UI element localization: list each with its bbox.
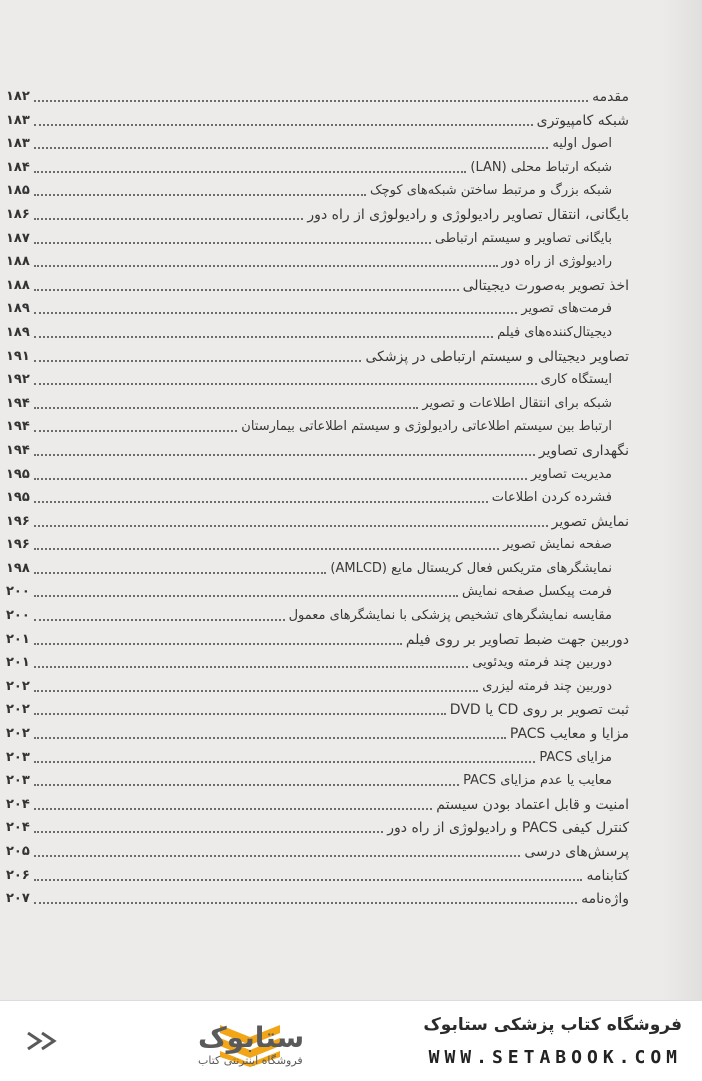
toc-entry-page: ۲۰۰ bbox=[6, 584, 30, 600]
toc-entry-page: ۱۸۶ bbox=[6, 206, 30, 222]
toc-leader-dots bbox=[34, 234, 431, 244]
toc-entry-title: دوربین جهت ضبط تصاویر بر روی فیلم bbox=[405, 631, 629, 648]
toc-entry-title: صفحه نمایش تصویر bbox=[503, 537, 612, 553]
toc-entry bbox=[0, 747, 702, 771]
toc-entry bbox=[0, 464, 702, 488]
toc-entry-page: ۲۰۰ bbox=[6, 608, 30, 624]
toc-entry-page: ۱۹۲ bbox=[6, 372, 30, 388]
toc-entry-page: ۲۰۶ bbox=[6, 867, 30, 883]
toc-entry-title: مقایسه نمایشگرهای تشخیص پزشکی با نمایشگرهای معمول bbox=[288, 608, 612, 624]
toc-leader-dots bbox=[34, 611, 285, 621]
toc-leader-dots bbox=[34, 540, 499, 550]
toc-entry-title: اصول اولیه bbox=[552, 136, 612, 152]
toc-leader-dots bbox=[34, 257, 498, 267]
toc-entry-page: ۱۸۷ bbox=[6, 230, 30, 246]
toc-leader-dots bbox=[34, 399, 418, 409]
toc-entry bbox=[0, 817, 702, 841]
toc-entry-title: دوربین چند فرمته ویدئویی bbox=[472, 655, 612, 671]
toc-entry-title: ایستگاه کاری bbox=[540, 372, 612, 388]
toc-entry bbox=[0, 487, 702, 511]
toc-entry-page: ۲۰۳ bbox=[6, 773, 30, 789]
toc-entry-page: ۲۰۱ bbox=[6, 655, 30, 671]
toc-entry bbox=[0, 346, 702, 370]
toc-leader-dots bbox=[34, 776, 459, 786]
toc-entry bbox=[0, 841, 702, 865]
toc-leader-dots bbox=[34, 375, 537, 385]
toc-entry bbox=[0, 629, 702, 653]
toc-entry-page: ۲۰۵ bbox=[6, 844, 30, 859]
toc-leader-dots bbox=[34, 304, 517, 314]
store-url: WWW.SETABOOK.COM bbox=[428, 1047, 682, 1068]
toc-leader-dots bbox=[34, 753, 535, 763]
store-name: فروشگاه کتاب پزشکی ستابوک bbox=[423, 1015, 682, 1035]
toc-leader-dots bbox=[34, 894, 577, 904]
toc-entry bbox=[0, 865, 702, 889]
toc-leader-dots bbox=[34, 328, 493, 338]
toc-leader-dots bbox=[34, 422, 237, 432]
toc-entry-page: ۲۰۷ bbox=[6, 891, 30, 907]
toc-entry bbox=[0, 581, 702, 605]
toc-entry-title: بایگانی، انتقال تصاویر رادیولوژی و رادیولوژی از راه دور bbox=[307, 206, 629, 223]
toc-entry-title: شبکه ارتباط محلی (LAN) bbox=[470, 159, 612, 175]
toc-entry-page: ۱۸۸ bbox=[6, 254, 30, 270]
toc-entry-title: شبکه بزرگ و مرتبط ساختن شبکه‌های کوچک bbox=[370, 183, 612, 199]
toc-entry-title: دیجیتال‌کننده‌های فیلم bbox=[497, 324, 612, 340]
toc-leader-dots bbox=[34, 635, 402, 645]
toc-entry bbox=[0, 180, 702, 204]
toc-entry-page: ۱۹۶ bbox=[6, 537, 30, 553]
table-of-contents bbox=[0, 86, 702, 912]
toc-entry bbox=[0, 558, 702, 582]
toc-leader-dots bbox=[34, 116, 533, 126]
toc-leader-dots bbox=[34, 564, 326, 574]
toc-entry bbox=[0, 228, 702, 252]
toc-entry bbox=[0, 204, 702, 228]
toc-leader-dots bbox=[34, 186, 366, 196]
toc-entry-title: واژه‌نامه bbox=[581, 891, 629, 908]
toc-entry-title: اخذ تصویر به‌صورت دیجیتالی bbox=[462, 277, 629, 294]
toc-leader-dots bbox=[34, 163, 466, 173]
toc-entry-title: ارتباط بین سیستم اطلاعاتی رادیولوژی و سیستم اطلاعاتی بیمارستان bbox=[241, 419, 612, 435]
toc-leader-dots bbox=[34, 847, 520, 857]
toc-leader-dots bbox=[34, 800, 432, 810]
toc-entry-page: ۱۸۹ bbox=[6, 324, 30, 340]
toc-entry bbox=[0, 511, 702, 535]
toc-entry bbox=[0, 888, 702, 912]
toc-entry-page: ۲۰۱ bbox=[6, 631, 30, 647]
toc-entry-page: ۱۸۸ bbox=[6, 277, 30, 293]
toc-entry bbox=[0, 298, 702, 322]
setabook-logo bbox=[20, 1019, 305, 1067]
toc-entry-title: کنترل کیفی PACS و رادیولوژی از راه دور bbox=[387, 820, 629, 837]
toc-entry-title: فرمت‌های تصویر bbox=[521, 301, 612, 317]
toc-leader-dots bbox=[34, 139, 548, 149]
toc-entry-page: ۲۰۲ bbox=[6, 678, 30, 694]
toc-leader-dots bbox=[34, 517, 548, 527]
toc-entry-page: ۲۰۴ bbox=[6, 796, 30, 812]
toc-entry bbox=[0, 369, 702, 393]
toc-entry-page: ۱۸۴ bbox=[6, 159, 30, 175]
toc-entry-title: مزایا و معایب PACS bbox=[509, 726, 629, 743]
toc-entry bbox=[0, 676, 702, 700]
toc-leader-dots bbox=[34, 705, 446, 715]
toc-entry-page: ۱۹۸ bbox=[6, 560, 30, 576]
toc-entry-page: ۱۸۲ bbox=[6, 89, 30, 104]
toc-entry-title: مزایای PACS bbox=[539, 749, 612, 765]
toc-leader-dots bbox=[34, 352, 361, 362]
toc-entry bbox=[0, 86, 702, 110]
toc-leader-dots bbox=[34, 281, 459, 291]
toc-leader-dots bbox=[34, 470, 527, 480]
toc-leader-dots bbox=[34, 92, 588, 102]
toc-entry bbox=[0, 275, 702, 299]
logo-text: ستابوک bbox=[198, 1021, 305, 1054]
toc-leader-dots bbox=[34, 446, 535, 456]
store-footer bbox=[0, 1000, 702, 1081]
toc-entry-page: ۲۰۴ bbox=[6, 820, 30, 836]
toc-entry-title: امنیت و قابل اعتماد بودن سیستم bbox=[436, 796, 629, 813]
toc-leader-dots bbox=[34, 871, 582, 881]
toc-entry-title: تصاویر دیجیتالی و سیستم ارتباطی در پزشکی bbox=[365, 348, 629, 365]
toc-entry-page: ۱۸۳ bbox=[6, 112, 30, 128]
toc-entry-page: ۱۹۵ bbox=[6, 466, 30, 482]
toc-entry bbox=[0, 157, 702, 181]
toc-leader-dots bbox=[34, 587, 458, 597]
toc-entry bbox=[0, 393, 702, 417]
toc-entry-page: ۱۹۴ bbox=[6, 395, 30, 411]
toc-entry-page: ۱۹۴ bbox=[6, 442, 30, 458]
toc-entry-title: فشرده کردن اطلاعات bbox=[491, 490, 612, 506]
toc-entry bbox=[0, 794, 702, 818]
toc-entry-page: ۲۰۲ bbox=[6, 702, 30, 718]
toc-entry-page: ۲۰۳ bbox=[6, 749, 30, 765]
toc-entry-page: ۱۸۹ bbox=[6, 301, 30, 317]
toc-entry-title: نگهداری تصاویر bbox=[538, 442, 629, 459]
toc-entry-title: پرسش‌های درسی bbox=[524, 844, 629, 860]
toc-entry-title: شبکه کامپیوتری bbox=[536, 112, 629, 129]
toc-entry-title: بایگانی تصاویر و سیستم ارتباطی bbox=[434, 230, 612, 246]
toc-entry-title: معایب یا عدم مزایای PACS bbox=[463, 773, 612, 789]
toc-entry bbox=[0, 322, 702, 346]
toc-entry-page: ۲۰۲ bbox=[6, 726, 30, 742]
toc-entry-title: فرمت پیکسل صفحه نمایش bbox=[462, 584, 612, 600]
toc-entry-title: دوربین چند فرمته لیزری bbox=[482, 678, 612, 694]
toc-entry bbox=[0, 251, 702, 275]
toc-entry-title: مدیریت تصاویر bbox=[530, 466, 612, 482]
toc-entry bbox=[0, 416, 702, 440]
toc-entry-page: ۱۸۵ bbox=[6, 183, 30, 199]
toc-entry-title: نمایش تصویر bbox=[551, 513, 629, 530]
toc-entry-title: شبکه برای انتقال اطلاعات و تصویر bbox=[422, 395, 612, 411]
toc-entry-page: ۱۹۴ bbox=[6, 419, 30, 435]
toc-entry bbox=[0, 699, 702, 723]
toc-leader-dots bbox=[34, 729, 506, 739]
toc-entry-title: ثبت تصویر بر روی CD یا DVD bbox=[449, 702, 629, 719]
toc-entry bbox=[0, 534, 702, 558]
toc-entry bbox=[0, 723, 702, 747]
toc-leader-dots bbox=[34, 682, 478, 692]
toc-entry-title: نمایشگرهای متریکس فعال کریستال مایع (AMLCD) bbox=[330, 560, 612, 576]
toc-leader-dots bbox=[34, 658, 468, 668]
toc-entry-title: رادیولوژی از راه دور bbox=[501, 254, 612, 270]
double-chevron-icon bbox=[28, 1033, 54, 1049]
toc-entry bbox=[0, 133, 702, 157]
toc-leader-dots bbox=[34, 210, 303, 220]
toc-entry bbox=[0, 652, 702, 676]
toc-entry-page: ۱۹۶ bbox=[6, 513, 30, 529]
logo-tagline: فروشگاه اینترنتی کتاب bbox=[198, 1054, 303, 1067]
toc-leader-dots bbox=[34, 823, 383, 833]
toc-entry-page: ۱۹۵ bbox=[6, 490, 30, 506]
toc-entry-page: ۱۹۱ bbox=[6, 348, 30, 364]
toc-entry-title: کتابنامه bbox=[586, 867, 629, 884]
toc-entry-page: ۱۸۳ bbox=[6, 136, 30, 152]
toc-entry bbox=[0, 770, 702, 794]
toc-leader-dots bbox=[34, 493, 488, 503]
toc-entry bbox=[0, 440, 702, 464]
toc-entry bbox=[0, 605, 702, 629]
toc-entry-title: مقدمه bbox=[592, 89, 629, 105]
toc-entry bbox=[0, 110, 702, 134]
